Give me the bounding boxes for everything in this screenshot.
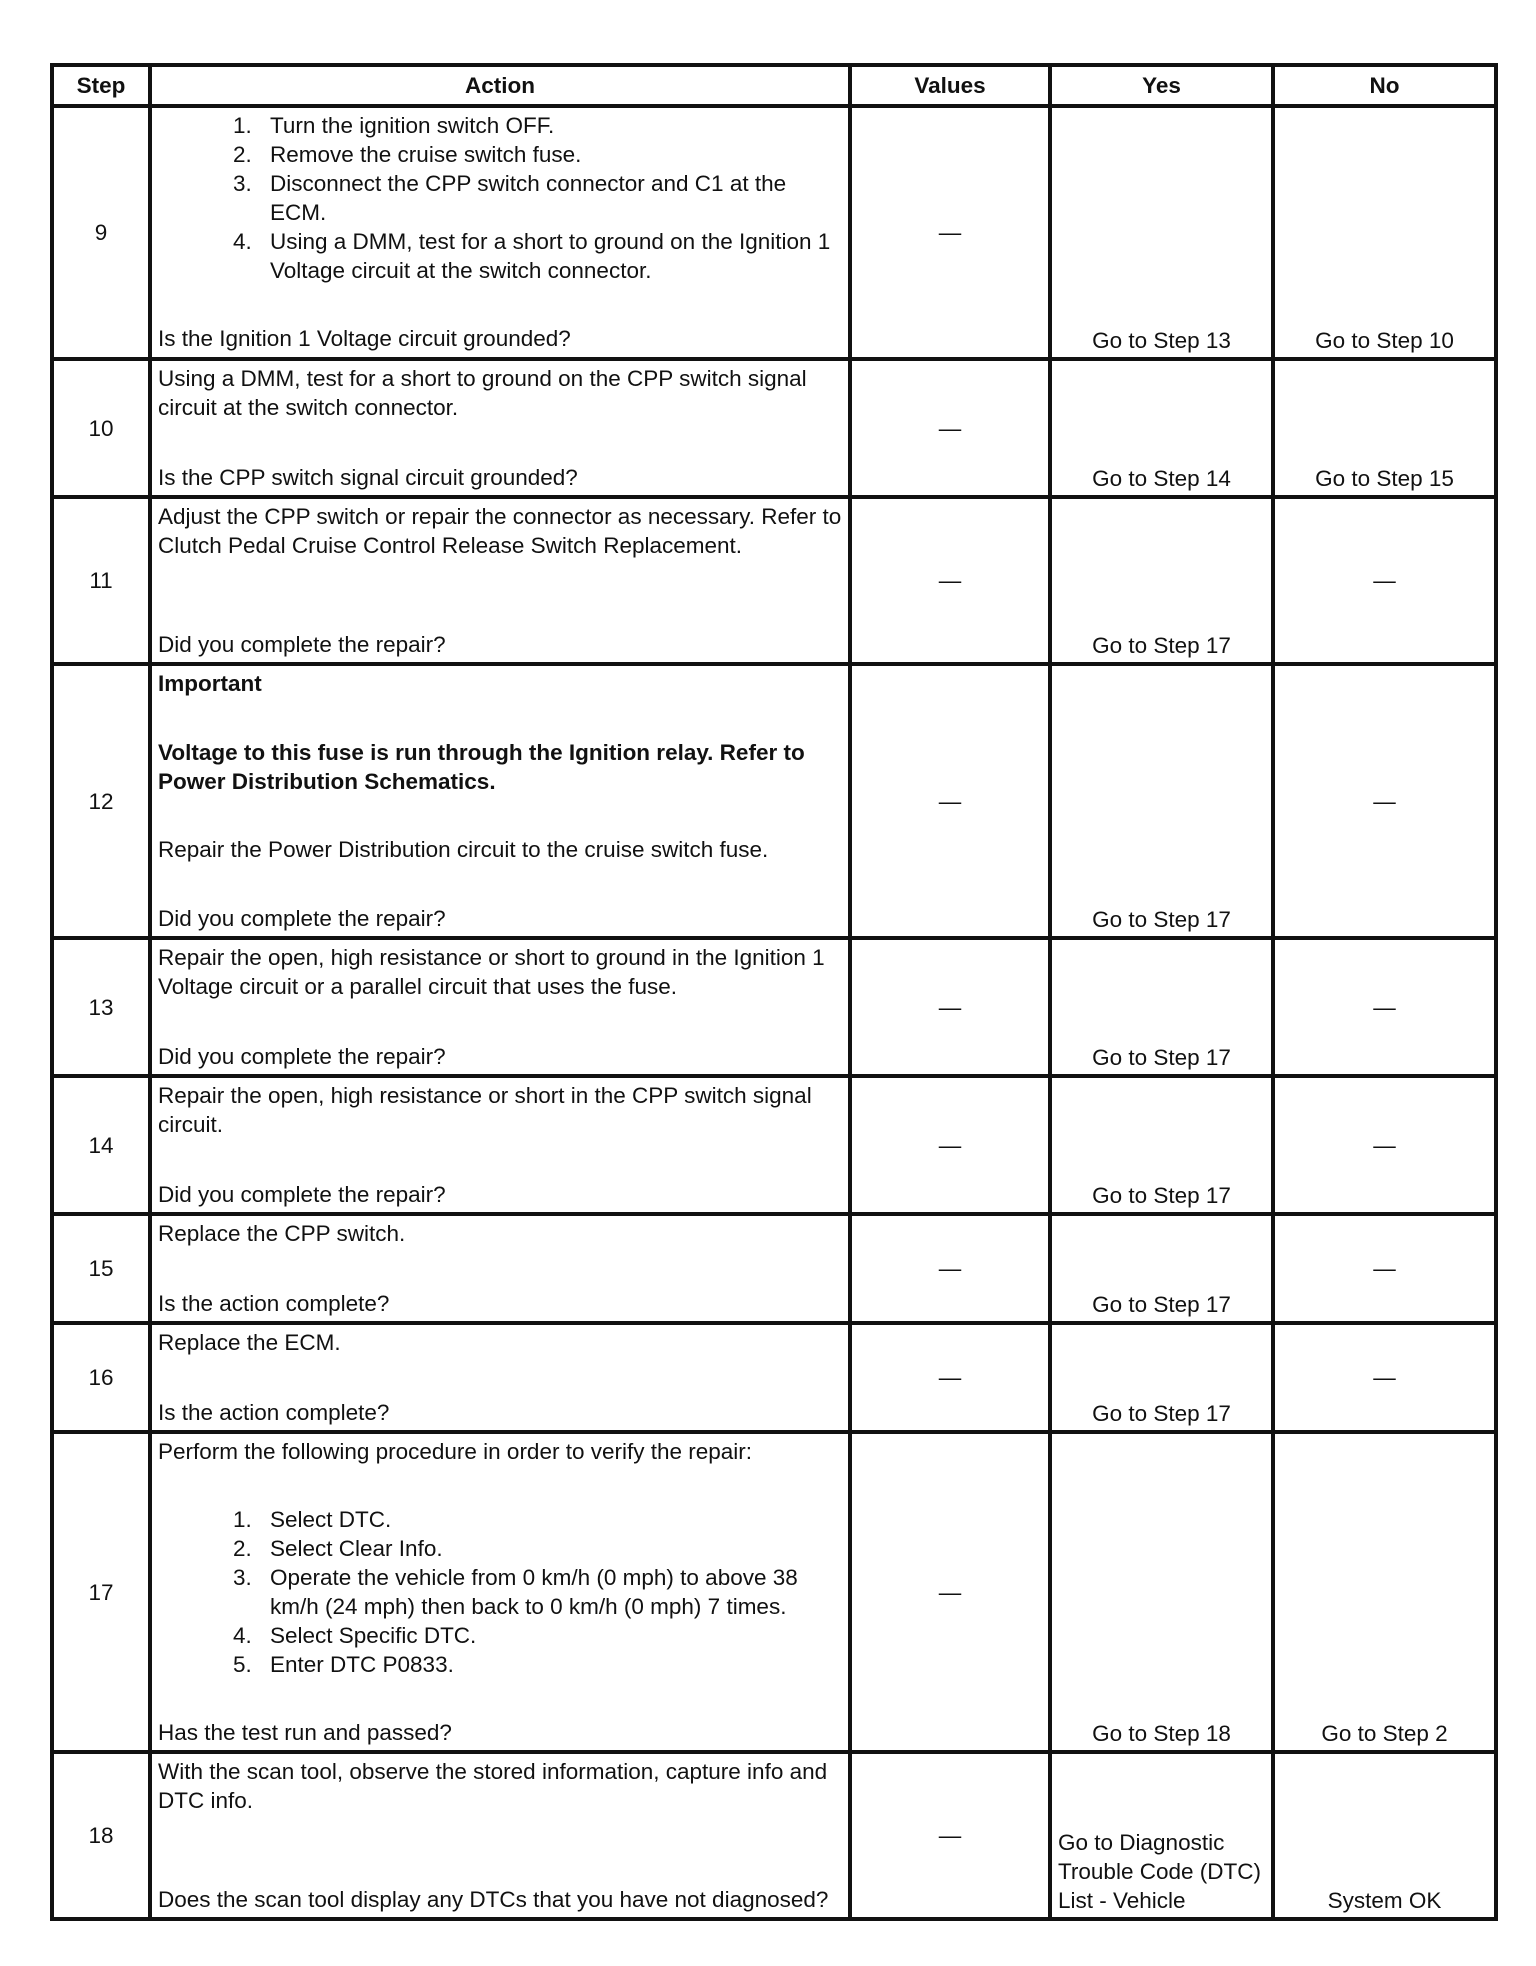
step-number: 16 <box>52 1323 150 1432</box>
list-item: 3. Operate the vehicle from 0 km/h (0 mph) to above 38 km/h (24 mph) then back to 0 km/h (0 mph) 7 times. <box>258 1563 844 1621</box>
step-number: 17 <box>52 1432 150 1752</box>
no-cell: Go to Step 15 <box>1273 359 1496 497</box>
values-cell: — <box>850 1214 1050 1323</box>
table-row <box>52 1323 1496 1432</box>
important-heading: Important <box>158 671 262 696</box>
no-cell: Go to Step 2 <box>1273 1432 1496 1752</box>
header-values: Values <box>850 65 1050 106</box>
action-cell <box>150 1432 850 1752</box>
list-item: 3. Disconnect the CPP switch connector and C1 at the ECM. <box>258 169 844 227</box>
action-text: Using a DMM, test for a short to ground on the CPP switch signal circuit at the switch connector. <box>158 366 807 420</box>
yes-cell: Go to Diagnostic Trouble Code (DTC) List - Vehicle <box>1050 1752 1273 1919</box>
no-cell: System OK <box>1273 1752 1496 1919</box>
action-cell <box>150 1076 850 1214</box>
action-cell <box>150 1323 850 1432</box>
action-cell <box>150 938 850 1076</box>
action-question: Did you complete the repair? <box>158 1044 446 1069</box>
list-item: 1. Select DTC. <box>258 1505 844 1534</box>
values-cell: — <box>850 106 1050 359</box>
step-number: 13 <box>52 938 150 1076</box>
action-question: Has the test run and passed? <box>158 1720 452 1745</box>
values-cell: — <box>850 1323 1050 1432</box>
action-list <box>158 111 844 285</box>
table-row <box>52 664 1496 938</box>
no-cell: — <box>1273 938 1496 1076</box>
yes-cell: Go to Step 17 <box>1050 1214 1273 1323</box>
no-cell: — <box>1273 497 1496 664</box>
action-text: Repair the open, high resistance or short to ground in the Ignition 1 Voltage circuit or a parallel circuit that uses the fuse. <box>158 945 825 999</box>
action-question: Did you complete the repair? <box>158 1182 446 1207</box>
no-cell: Go to Step 10 <box>1273 106 1496 359</box>
yes-cell: Go to Step 17 <box>1050 938 1273 1076</box>
no-cell: — <box>1273 1323 1496 1432</box>
table-row <box>52 106 1496 359</box>
list-item: 4. Using a DMM, test for a short to ground on the Ignition 1 Voltage circuit at the switch connector. <box>258 227 844 285</box>
table-row <box>52 1432 1496 1752</box>
no-cell: — <box>1273 1214 1496 1323</box>
yes-cell: Go to Step 17 <box>1050 1323 1273 1432</box>
step-number: 11 <box>52 497 150 664</box>
action-cell <box>150 664 850 938</box>
no-cell: — <box>1273 664 1496 938</box>
step-number: 10 <box>52 359 150 497</box>
values-cell: — <box>850 1432 1050 1752</box>
header-yes: Yes <box>1050 65 1273 106</box>
action-text: With the scan tool, observe the stored information, capture info and DTC info. <box>158 1759 828 1813</box>
values-cell: — <box>850 664 1050 938</box>
header-step: Step <box>52 65 150 106</box>
action-question: Does the scan tool display any DTCs that you have not diagnosed? <box>158 1887 829 1912</box>
list-item: 4. Select Specific DTC. <box>258 1621 844 1650</box>
no-cell: — <box>1273 1076 1496 1214</box>
table-header-row <box>52 65 1496 106</box>
step-number: 9 <box>52 106 150 359</box>
important-text: Voltage to this fuse is run through the Ignition relay. Refer to Power Distribution Schematics. <box>158 739 805 794</box>
action-question: Did you complete the repair? <box>158 905 446 931</box>
values-cell: — <box>850 1076 1050 1214</box>
list-item: 2. Remove the cruise switch fuse. <box>258 140 844 169</box>
action-question: Is the CPP switch signal circuit grounded? <box>158 465 578 490</box>
values-cell: — <box>850 497 1050 664</box>
action-cell <box>150 106 850 359</box>
table-row <box>52 359 1496 497</box>
action-question: Is the action complete? <box>158 1291 390 1316</box>
action-question: Is the action complete? <box>158 1400 390 1425</box>
table-row <box>52 938 1496 1076</box>
step-number: 12 <box>52 664 150 938</box>
step-number: 14 <box>52 1076 150 1214</box>
table-row <box>52 1214 1496 1323</box>
yes-cell: Go to Step 17 <box>1050 1076 1273 1214</box>
action-text: Repair the Power Distribution circuit to the cruise switch fuse. <box>158 837 769 863</box>
action-cell <box>150 497 850 664</box>
table-row <box>52 497 1496 664</box>
action-cell <box>150 1752 850 1919</box>
list-item: 1. Turn the ignition switch OFF. <box>258 111 844 140</box>
diagnostic-table <box>50 63 1498 1921</box>
header-action: Action <box>150 65 850 106</box>
list-item: 5. Enter DTC P0833. <box>258 1650 844 1679</box>
list-item: 2. Select Clear Info. <box>258 1534 844 1563</box>
action-text: Repair the open, high resistance or short in the CPP switch signal circuit. <box>158 1083 812 1137</box>
action-cell <box>150 359 850 497</box>
action-text: Replace the ECM. <box>158 1330 341 1355</box>
yes-cell: Go to Step 18 <box>1050 1432 1273 1752</box>
yes-cell: Go to Step 13 <box>1050 106 1273 359</box>
step-number: 15 <box>52 1214 150 1323</box>
action-text: Perform the following procedure in order to verify the repair: <box>158 1439 753 1464</box>
action-question: Did you complete the repair? <box>158 632 446 657</box>
action-text: Replace the CPP switch. <box>158 1221 406 1246</box>
step-number: 18 <box>52 1752 150 1919</box>
table-row <box>52 1076 1496 1214</box>
values-cell: — <box>850 938 1050 1076</box>
yes-cell: Go to Step 14 <box>1050 359 1273 497</box>
yes-cell: Go to Step 17 <box>1050 497 1273 664</box>
values-cell: — <box>850 359 1050 497</box>
action-text: Adjust the CPP switch or repair the connector as necessary. Refer to Clutch Pedal Cruise Control Release Switch Replacement. <box>158 504 842 558</box>
values-cell: — <box>850 1752 1050 1919</box>
action-question: Is the Ignition 1 Voltage circuit grounded? <box>158 326 571 351</box>
yes-cell: Go to Step 17 <box>1050 664 1273 938</box>
table-row <box>52 1752 1496 1919</box>
header-no: No <box>1273 65 1496 106</box>
action-list <box>158 1505 844 1679</box>
action-cell <box>150 1214 850 1323</box>
